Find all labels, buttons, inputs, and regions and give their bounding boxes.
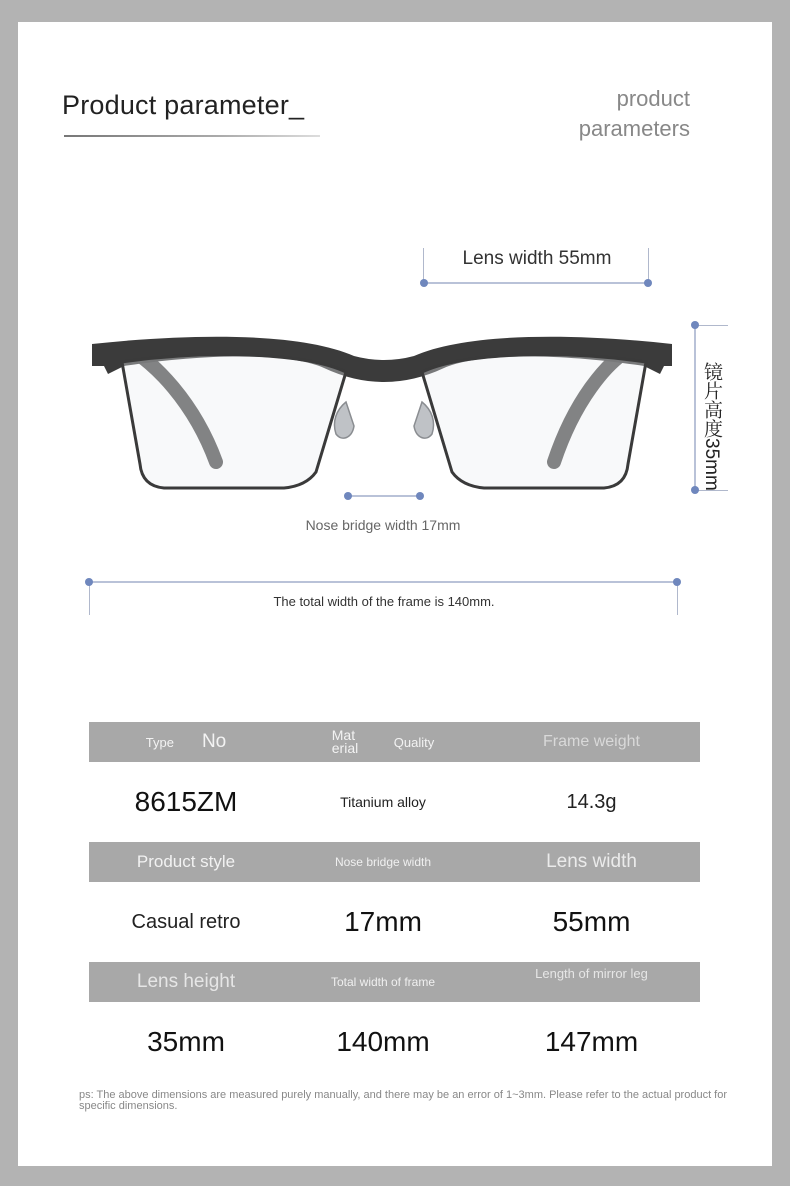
corner-caption-line1: product [616,86,690,111]
lens-width-line [424,282,648,284]
header-lens-height: Lens height [136,971,236,992]
value-total-width: 140mm [336,1026,430,1057]
lens-width-label: Lens width 55mm [462,248,612,269]
lens-height-tick-top [694,325,728,326]
lens-height-label [700,362,722,491]
table-value-row [89,1002,700,1082]
corner-caption [579,84,690,144]
value-lens-width: 55mm [552,906,631,937]
header-no: No [201,731,227,752]
header-temple-length: Length of mirror leg [535,966,648,981]
total-width-dot-left [85,578,93,586]
lens-height-dot-bottom [691,486,699,494]
value-product-style: Casual retro [131,910,241,933]
left-lens [122,355,346,488]
lens-height-label-cn: 镜片高度 [701,362,722,438]
header-nose-bridge-width: Nose bridge width [334,855,432,869]
product-parameter-card [18,22,772,1166]
value-model-no: 8615ZM [134,786,238,817]
table-value-row [89,762,700,842]
page-title: Product parameter_ [62,90,305,120]
value-frame-weight: 14.3g [566,790,617,813]
corner-caption-line2: parameters [578,116,690,141]
header-material-quality [283,722,483,762]
header-lens-width: Lens width [546,851,637,872]
lens-width-dot-right [644,279,652,287]
lens-height-label-value: 35mm [701,438,722,491]
total-width-line [90,581,678,583]
header-material: Mat erial [331,727,359,756]
lens-height-line [694,325,696,491]
table-value-row [89,882,700,962]
nose-bridge-dot-right [416,492,424,500]
value-temple-length: 147mm [544,1026,639,1057]
lens-width-dot-left [420,279,428,287]
parameter-table [89,722,700,1082]
value-nose-bridge-width: 17mm [344,906,422,937]
header-type: Type [145,734,174,750]
glasses-illustration [84,322,684,502]
left-nose-pad [334,402,354,438]
header-quality: Quality [393,734,435,750]
table-header-row [89,842,700,882]
title-underline [64,135,320,137]
value-lens-height: 35mm [147,1026,225,1057]
total-width-label: The total width of the frame is 140mm. [273,594,495,609]
right-lens [422,355,646,488]
total-width-dot-right [673,578,681,586]
header-product-style: Product style [136,852,236,871]
header-frame-weight: Frame weight [543,733,640,750]
table-header-row [89,722,700,762]
header-total-width: Total width of frame [330,975,436,989]
nose-bridge-line [348,495,420,497]
header-type-no [89,722,283,762]
nose-bridge-dot-left [344,492,352,500]
footnote: ps: The above dimensions are measured purely manually, and there may be an error of 1~3mm. Please refer to the actual product for specific dimensions. [79,1089,728,1112]
value-material: Titanium alloy [340,794,426,810]
table-header-row [89,962,700,1002]
nose-bridge-label: Nose bridge width 17mm [305,517,461,533]
right-nose-pad [414,402,434,438]
lens-height-dot-top [691,321,699,329]
